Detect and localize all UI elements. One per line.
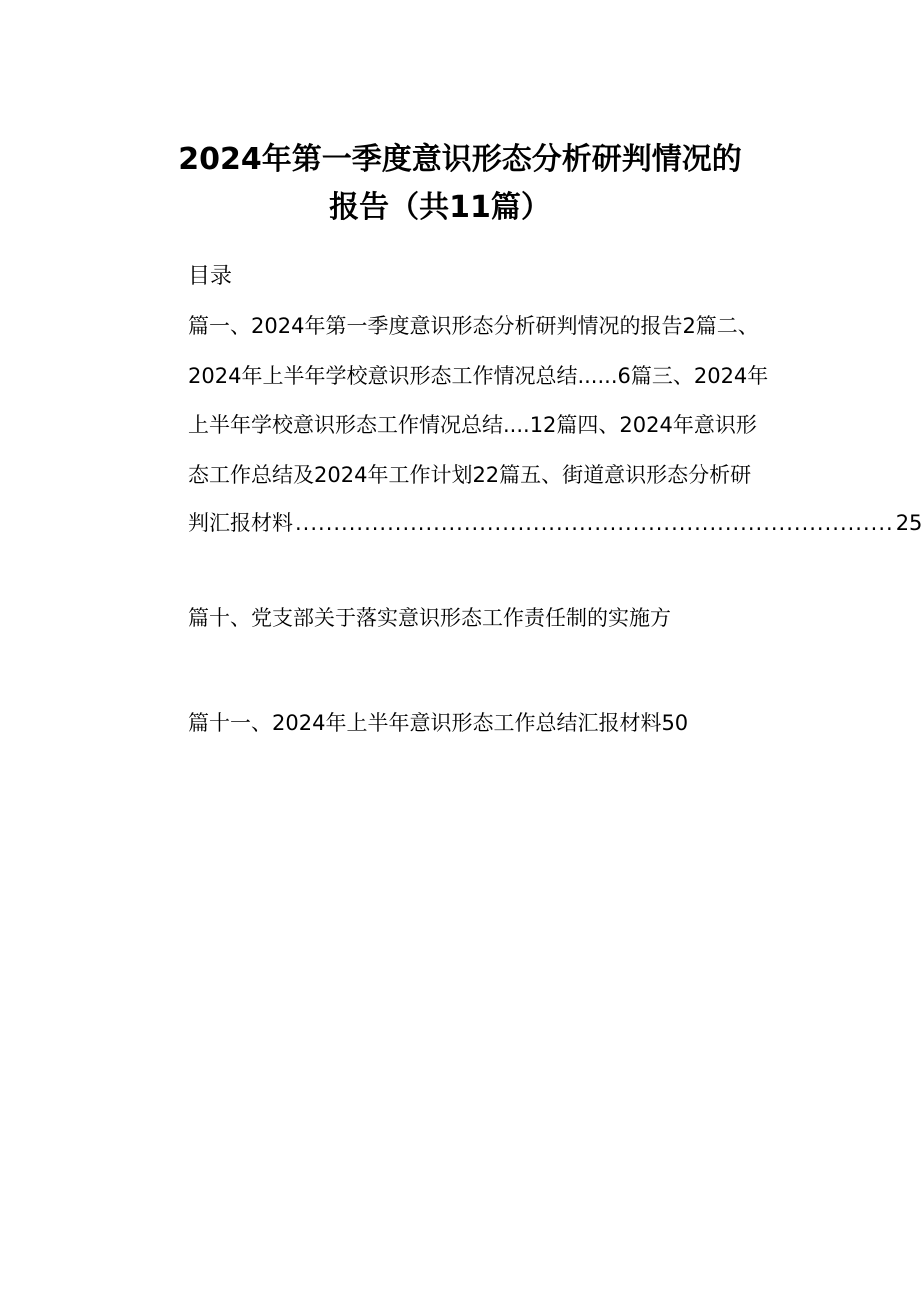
- toc-line[interactable]: [188, 361, 793, 391]
- toc-page-number: 25: [895, 511, 922, 535]
- toc-line-text: 态工作总结及2024年工作计划22篇五、街道意识形态分析研: [188, 463, 752, 487]
- toc-leader-dots: ..............................................................................: [295, 511, 894, 535]
- toc-line[interactable]: [188, 311, 793, 341]
- toc-line[interactable]: [188, 410, 793, 440]
- document-title-line-1: 2024年第一季度意识形态分析研判情况的: [178, 142, 742, 177]
- toc-heading: 目录: [188, 264, 233, 289]
- toc-line-text: 2024年上半年学校意识形态工作情况总结......6篇三、2024年: [188, 364, 769, 388]
- toc-line[interactable]: [188, 508, 922, 538]
- toc-entry-10[interactable]: 篇十、党支部关于落实意识形态工作责任制的实施方: [188, 606, 671, 630]
- toc-line-text: 篇一、2024年第一季度意识形态分析研判情况的报告2篇二、: [188, 314, 759, 338]
- toc-line[interactable]: [188, 460, 793, 490]
- toc-entry-11[interactable]: 篇十一、2024年上半年意识形态工作总结汇报材料50: [188, 711, 689, 735]
- toc-line-text: 判汇报材料: [188, 511, 293, 535]
- toc-line-text: 上半年学校意识形态工作情况总结....12篇四、2024年意识形: [188, 413, 757, 437]
- document-title-line-2: 报告（共11篇）: [329, 190, 551, 225]
